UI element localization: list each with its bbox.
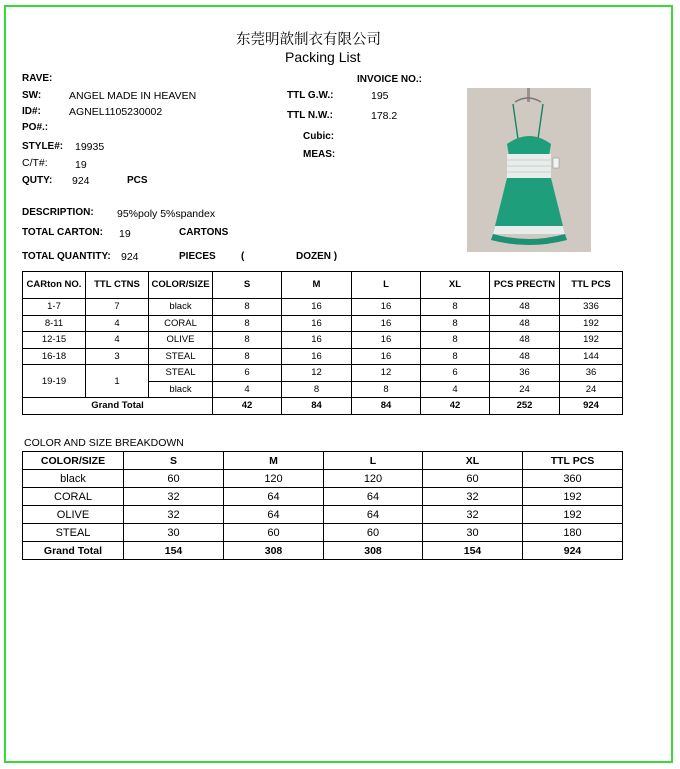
- cell: 16: [282, 332, 352, 349]
- col-header-pcs-prectn: PCS PRECTN: [490, 272, 560, 299]
- nw-label: TTL N.W.:: [287, 110, 333, 121]
- cell: 8: [352, 381, 421, 398]
- cell: 252: [490, 398, 560, 415]
- cell: 64: [224, 488, 324, 506]
- cell: 8-11: [23, 315, 86, 332]
- cell: 4: [86, 315, 149, 332]
- cell: 154: [124, 542, 224, 560]
- col-header-ttl-pcs: TTL PCS: [523, 452, 623, 470]
- cell: OLIVE: [23, 506, 124, 524]
- cell: black: [149, 381, 213, 398]
- gw-value: 195: [371, 90, 389, 102]
- ct-label: C/T#:: [22, 157, 48, 169]
- cell: 8: [421, 299, 490, 316]
- cell: 308: [324, 542, 423, 560]
- gw-label: TTL G.W.:: [287, 90, 334, 101]
- style-value: 19935: [75, 141, 105, 153]
- id-value: AGNEL1105230002: [69, 106, 163, 118]
- cell: 48: [490, 348, 560, 365]
- grand-total-row: [23, 542, 623, 560]
- cell: 120: [324, 470, 423, 488]
- description-label: DESCRIPTION:: [22, 207, 94, 218]
- cell: CORAL: [23, 488, 124, 506]
- col-header-ttl-pcs: TTL PCS: [560, 272, 623, 299]
- table-row: [23, 299, 623, 316]
- cell: 8: [213, 332, 282, 349]
- cell: OLIVE: [149, 332, 213, 349]
- cell: 924: [523, 542, 623, 560]
- col-header-m: M: [224, 452, 324, 470]
- cell: 12: [282, 365, 352, 382]
- cell: 32: [124, 488, 224, 506]
- cell: 60: [423, 470, 523, 488]
- cell: 16: [352, 299, 421, 316]
- breakdown-title: COLOR AND SIZE BREAKDOWN: [24, 437, 184, 449]
- cell: black: [149, 299, 213, 316]
- table-row: [23, 470, 623, 488]
- cell: 84: [282, 398, 352, 415]
- invoice-label: INVOICE NO.:: [357, 74, 423, 85]
- nw-value: 178.2: [371, 110, 398, 122]
- col-header-carton: CARton NO.: [23, 272, 86, 299]
- cell: 1: [86, 365, 149, 398]
- cell: 6: [421, 365, 490, 382]
- meas-label: MEAS:: [303, 149, 336, 160]
- quty-label: QUTY:: [22, 175, 53, 186]
- cell: 16: [352, 332, 421, 349]
- col-header-m: M: [282, 272, 352, 299]
- cell: 336: [560, 299, 623, 316]
- cell: 16: [282, 348, 352, 365]
- col-header-color-size: COLOR/SIZE: [149, 272, 213, 299]
- cell: 7: [86, 299, 149, 316]
- cell: 924: [560, 398, 623, 415]
- cell: 32: [423, 506, 523, 524]
- sw-value: ANGEL MADE IN HEAVEN: [69, 90, 197, 102]
- cell: 8: [282, 381, 352, 398]
- cell: 154: [423, 542, 523, 560]
- cell: 16: [282, 299, 352, 316]
- quty-value: 924: [72, 175, 90, 187]
- description-value: 95%poly 5%spandex: [117, 208, 216, 220]
- breakdown-header-row: [23, 452, 623, 470]
- cell: 4: [213, 381, 282, 398]
- style-label: STYLE#:: [22, 141, 64, 152]
- breakdown-table: [22, 451, 623, 560]
- cell: 60: [224, 524, 324, 542]
- cell: 4: [421, 381, 490, 398]
- cell: 16-18: [23, 348, 86, 365]
- total-quantity-value: 924: [121, 251, 139, 263]
- cell: STEAL: [23, 524, 124, 542]
- dozen-label: DOZEN ): [296, 251, 338, 262]
- cell: STEAL: [149, 365, 213, 382]
- col-header-l: L: [324, 452, 423, 470]
- col-header-ctns: TTL CTNS: [86, 272, 149, 299]
- cell: 192: [523, 488, 623, 506]
- total-quantity-label: TOTAL QUANTITY:: [22, 251, 111, 262]
- cell: 36: [560, 365, 623, 382]
- cell: 36: [490, 365, 560, 382]
- dozen-paren: (: [241, 251, 245, 262]
- col-header-s: S: [213, 272, 282, 299]
- sw-label: SW:: [22, 90, 42, 101]
- table-row: [23, 332, 623, 349]
- cell: 3: [86, 348, 149, 365]
- table-row: [23, 488, 623, 506]
- cell: 192: [523, 506, 623, 524]
- pieces-unit: PIECES: [179, 251, 216, 262]
- cell: 30: [423, 524, 523, 542]
- grand-total-label: Grand Total: [23, 542, 124, 560]
- rave-label: RAVE:: [22, 73, 53, 84]
- cell: 42: [421, 398, 490, 415]
- cell: 19-19: [23, 365, 86, 398]
- cell: 120: [224, 470, 324, 488]
- col-header-l: L: [352, 272, 421, 299]
- cell: CORAL: [149, 315, 213, 332]
- col-header-xl: XL: [421, 272, 490, 299]
- cell: 16: [352, 315, 421, 332]
- grand-total-row: [23, 398, 623, 415]
- cell: 4: [86, 332, 149, 349]
- cell: 6: [213, 365, 282, 382]
- cell: 16: [282, 315, 352, 332]
- dress-image: [467, 88, 591, 252]
- cell: 180: [523, 524, 623, 542]
- cell: 48: [490, 332, 560, 349]
- cell: 60: [124, 470, 224, 488]
- cell: 8: [421, 315, 490, 332]
- cell: 64: [324, 506, 423, 524]
- cell: black: [23, 470, 124, 488]
- cell: 8: [213, 299, 282, 316]
- packing-table: [22, 271, 623, 415]
- id-label: ID#:: [22, 106, 41, 117]
- cell: 48: [490, 299, 560, 316]
- cell: 42: [213, 398, 282, 415]
- table-row: [23, 365, 623, 382]
- cell: 1-7: [23, 299, 86, 316]
- ct-value: 19: [75, 159, 87, 171]
- cell: 84: [352, 398, 421, 415]
- col-header-s: S: [124, 452, 224, 470]
- cell: 48: [490, 315, 560, 332]
- cell: 8: [213, 315, 282, 332]
- total-carton-value: 19: [119, 228, 131, 240]
- col-header-xl: XL: [423, 452, 523, 470]
- po-label: PO#.:: [22, 122, 49, 133]
- cell: 360: [523, 470, 623, 488]
- cell: 192: [560, 332, 623, 349]
- cell: 24: [560, 381, 623, 398]
- page-title: Packing List: [285, 49, 361, 65]
- grand-total-label: Grand Total: [23, 398, 213, 415]
- cell: 8: [421, 332, 490, 349]
- cell: 24: [490, 381, 560, 398]
- table-row: [23, 506, 623, 524]
- cell: 32: [423, 488, 523, 506]
- cubic-label: Cubic:: [303, 131, 335, 142]
- total-carton-label: TOTAL CARTON:: [22, 227, 103, 238]
- cell: 192: [560, 315, 623, 332]
- table-row: [23, 315, 623, 332]
- company-name: 东莞明歆制衣有限公司: [236, 32, 381, 48]
- cell: 32: [124, 506, 224, 524]
- quty-unit: PCS: [127, 175, 148, 186]
- cell: 8: [213, 348, 282, 365]
- cell: 60: [324, 524, 423, 542]
- cell: 8: [421, 348, 490, 365]
- cell: 144: [560, 348, 623, 365]
- cell: STEAL: [149, 348, 213, 365]
- col-header-color-size: COLOR/SIZE: [23, 452, 124, 470]
- cell: 30: [124, 524, 224, 542]
- cell: 308: [224, 542, 324, 560]
- packing-header-row: [23, 272, 623, 299]
- cell: 12-15: [23, 332, 86, 349]
- cartons-unit: CARTONS: [179, 227, 229, 238]
- cell: 64: [324, 488, 423, 506]
- product-photo: [467, 88, 591, 252]
- table-row: [23, 524, 623, 542]
- cell: 16: [352, 348, 421, 365]
- cell: 12: [352, 365, 421, 382]
- table-row: [23, 348, 623, 365]
- cell: 64: [224, 506, 324, 524]
